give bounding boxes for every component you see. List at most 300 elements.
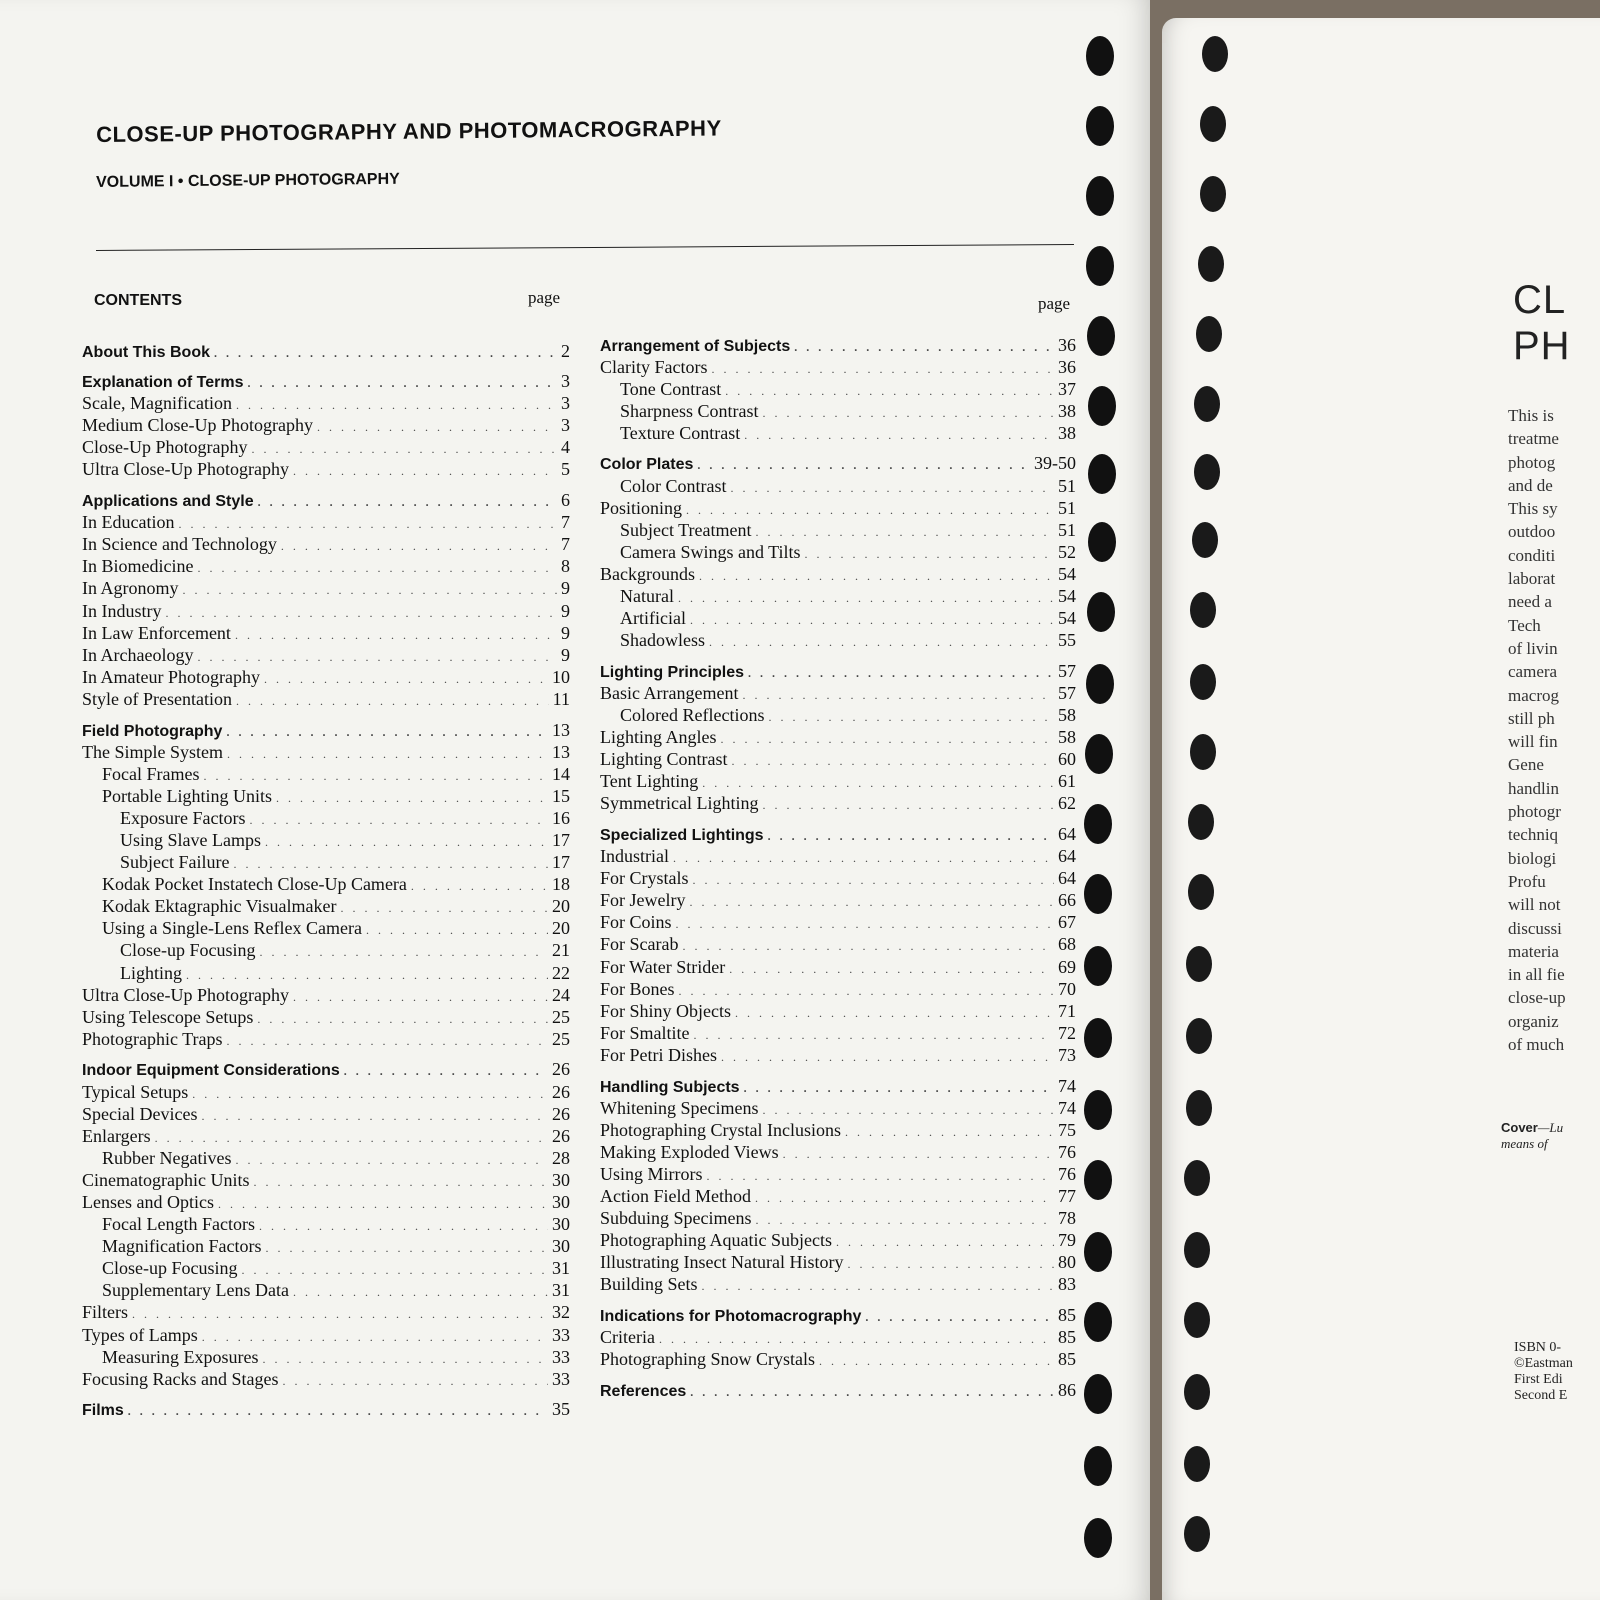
body-text-line: camera [1508,662,1558,682]
toc-entry-label: Subduing Specimens [600,1208,752,1229]
toc-entry-label: For Crystals [600,868,689,889]
body-text-line: biologi [1508,848,1557,868]
toc-entry [600,749,1076,771]
toc-entry-label: Clarity Factors [600,356,708,377]
toc-entry-label: Colored Reflections [620,705,765,725]
toc-entry-label: Lighting Principles [600,663,745,681]
toc-entry [600,979,1076,1001]
toc-entry [82,808,570,830]
toc-entry [600,401,1076,423]
toc-entry-page: 13 [552,719,570,740]
toc-entry-page: 25 [552,1028,570,1049]
dot-leader [227,1034,548,1049]
dot-leader [709,635,1054,650]
toc-entry-page: 17 [552,852,570,873]
dot-leader [689,895,1054,910]
toc-entry-page: 66 [1058,890,1076,911]
dot-leader [735,1006,1054,1021]
toc-entry [600,1349,1076,1371]
toc-entry [82,1082,570,1104]
dot-leader [731,481,1055,496]
body-text-line: Profu [1508,871,1546,891]
toc-section-heading [600,1305,1076,1327]
dot-leader [233,857,548,872]
toc-entry-page: 7 [561,534,570,555]
dot-leader [755,1191,1054,1206]
toc-entry-page: 25 [552,1006,570,1027]
dot-leader [155,1131,548,1146]
toc-section-heading [82,1399,570,1421]
toc-entry-label: Action Field Method [600,1185,751,1206]
toc-entry-label: Enlargers [82,1125,151,1146]
toc-entry-label: Using Slave Lamps [120,829,261,850]
isbn-line: ©Eastman [1514,1356,1573,1371]
dot-leader [721,1050,1054,1065]
toc-entry-page: 32 [552,1302,570,1323]
dot-leader [183,583,558,598]
toc-entry [82,1126,570,1148]
toc-entry-label: Criteria [600,1327,655,1348]
toc-entry-page: 15 [552,785,570,806]
dot-leader [132,1307,548,1322]
toc-entry [600,1252,1076,1274]
toc-entry-label: Focusing Racks and Stages [82,1368,279,1389]
toc-entry-page: 67 [1058,912,1076,933]
dot-leader [257,1012,548,1027]
toc-entry [82,534,570,556]
toc-entry [600,934,1076,956]
body-text-line: laborat [1508,569,1556,589]
toc-entry-page: 61 [1058,771,1076,792]
toc-entry-label: Portable Lighting Units [102,785,272,806]
toc-entry-label: In Education [82,512,175,533]
dot-leader [699,569,1054,584]
dot-leader [264,672,548,687]
toc-entry-label: Focal Length Factors [102,1214,255,1235]
toc-entry-label: Exposure Factors [120,807,246,828]
toc-entry-page: 30 [552,1214,570,1235]
right-page-title-line: CL [1513,278,1567,322]
toc-entry [600,1045,1076,1067]
toc-entry-page: 74 [1058,1097,1076,1118]
dot-leader [742,688,1054,703]
toc-entry-page: 38 [1058,422,1076,443]
toc-entry-label: Natural [620,586,674,607]
toc-section-heading [82,720,570,742]
toc-section-heading [600,824,1076,846]
toc-entry [82,1029,570,1051]
toc-entry [600,1120,1076,1142]
dot-leader [201,1109,548,1124]
isbn-line: ISBN 0- [1514,1340,1562,1355]
toc-entry-label: Industrial [600,846,669,867]
dot-leader [768,710,1054,725]
dot-leader [265,1241,548,1256]
dot-leader [341,901,548,916]
toc-entry [82,437,570,459]
dot-leader [253,1175,548,1190]
toc-entry [600,1142,1076,1164]
toc-entry-label: Close-up Focusing [102,1258,238,1279]
toc-entry-page: 20 [552,918,570,939]
toc-entry-page: 9 [561,600,570,621]
toc-entry-page: 76 [1058,1141,1076,1162]
toc-entry-page: 85 [1058,1327,1076,1348]
toc-entry-page: 26 [552,1081,570,1102]
toc-entry [600,1274,1076,1296]
toc-entry-label: Close-Up Photography [82,437,248,458]
toc-entry [82,874,570,896]
toc-entry-page: 54 [1058,608,1076,629]
toc-entry [600,1208,1076,1230]
body-text-line: Gene [1508,755,1544,775]
toc-entry-page: 28 [552,1147,570,1168]
dot-leader [690,613,1054,628]
toc-entry [82,963,570,985]
toc-entry-page: 70 [1058,978,1076,999]
dot-leader [236,398,557,413]
body-text-line: of much [1508,1035,1565,1055]
dot-leader [227,747,548,762]
toc-entry [82,1236,570,1258]
toc-entry-page: 51 [1058,497,1076,518]
toc-entry-label: In Law Enforcement [82,622,231,643]
toc-entry-page: 77 [1058,1185,1076,1206]
toc-section-heading [82,490,570,512]
toc-entry-label: For Coins [600,912,672,933]
toc-entry [82,578,570,600]
toc-entry-page: 14 [552,763,570,784]
toc-entry-label: Style of Presentation [82,688,232,709]
body-text-line: and de [1508,475,1553,495]
toc-entry-page: 58 [1058,705,1076,725]
toc-entry-label: Color Plates [600,456,694,474]
toc-entry-label: For Petri Dishes [600,1044,717,1065]
toc-entry-label: Photographing Aquatic Subjects [600,1230,832,1251]
toc-entry-label: Lenses and Optics [82,1191,214,1212]
toc-section-heading [600,1380,1076,1402]
dot-leader [729,962,1054,977]
dot-leader [265,835,548,850]
toc-section-heading [600,661,1076,683]
dot-leader [762,798,1054,813]
dot-leader [805,547,1054,562]
toc-entry-label: Positioning [600,497,683,518]
toc-entry-label: Rubber Negatives [102,1147,232,1168]
toc-entry [600,476,1076,498]
toc-entry-label: Sharpness Contrast [620,400,759,421]
toc-entry [82,512,570,534]
toc-entry-label: Basic Arrangement [600,682,739,703]
toc-entry-label: Lighting Contrast [600,749,728,770]
body-text-line: close-up [1508,988,1566,1008]
dot-leader [673,851,1054,866]
dot-leader [783,1147,1054,1162]
dot-leader [293,464,557,479]
body-text-line: still ph [1508,708,1555,728]
toc-entry [600,520,1076,542]
dot-leader [128,1404,548,1419]
toc-entry-page: 36 [1058,356,1076,377]
body-text-line: of livin [1508,638,1558,658]
dot-leader [236,694,549,709]
toc-entry [82,985,570,1007]
toc-entry-label: Arrangement of Subjects [600,337,791,355]
toc-entry [82,1258,570,1280]
toc-entry-page: 57 [1058,682,1076,703]
toc-entry [600,846,1076,868]
body-text-line: macrog [1508,685,1559,705]
dot-leader [258,495,557,510]
toc-section-heading [82,371,570,393]
toc-entry-label: Using Telescope Setups [82,1006,254,1027]
body-text-line: conditi [1508,545,1556,565]
isbn-block [1514,1340,1600,1404]
toc-entry-label: Filters [82,1302,129,1323]
toc-entry-label: For Water Strider [600,956,726,977]
toc-entry-page: 4 [561,437,570,458]
toc-entry [82,786,570,808]
dot-leader [276,791,548,806]
dot-leader [252,442,558,457]
toc-entry-label: Camera Swings and Tilts [620,541,801,562]
toc-entry-page: 74 [1058,1075,1076,1096]
toc-entry-page: 86 [1058,1379,1076,1400]
toc-entry [600,890,1076,912]
toc-entry-page: 21 [552,940,570,961]
dot-leader [242,1263,548,1278]
dot-leader [281,539,557,554]
toc-entry [600,1001,1076,1023]
toc-entry [82,1214,570,1236]
toc-entry-label: Typical Setups [82,1081,189,1102]
toc-entry [82,645,570,667]
toc-entry [82,1170,570,1192]
toc-entry-page: 52 [1058,541,1076,562]
dot-leader [865,1310,1054,1325]
toc-entry-page: 79 [1058,1230,1076,1251]
toc-entry-page: 83 [1058,1274,1076,1295]
toc-entry-label: Photographing Snow Crystals [600,1349,816,1370]
toc-entry-label: In Amateur Photography [82,666,260,687]
toc-entry-page: 11 [552,688,570,709]
dot-leader [768,829,1054,844]
toc-entry-page: 78 [1058,1208,1076,1229]
dot-leader [226,725,548,740]
toc-entry-page: 26 [552,1059,570,1080]
dot-leader [659,1332,1054,1347]
dot-leader [235,628,557,643]
dot-leader [202,1330,548,1345]
toc-entry-label: For Jewelry [600,890,686,911]
toc-entry [600,498,1076,520]
dot-leader [197,650,557,665]
body-text-line: need a [1508,592,1552,612]
toc-entry-label: In Archaeology [82,644,194,665]
toc-entry [82,940,570,962]
dot-leader [178,517,557,532]
toc-entry-label: Making Exploded Views [600,1141,779,1162]
toc-entry-label: Scale, Magnification [82,393,232,414]
toc-entry-label: Medium Close-Up Photography [82,415,313,436]
toc-entry-label: Indications for Photomacrography [600,1307,862,1325]
toc-entry-page: 5 [561,459,570,480]
toc-entry-label: Building Sets [600,1274,698,1295]
toc-entry-page: 85 [1058,1304,1076,1325]
toc-entry-label: For Smaltite [600,1022,690,1043]
toc-entry-label: Close-up Focusing [120,940,256,961]
dot-leader [794,340,1054,355]
toc-entry [82,459,570,481]
toc-entry-label: Texture Contrast [620,422,741,443]
dot-leader [721,732,1055,747]
body-text-line: handlin [1508,778,1559,798]
toc-entry-page: 51 [1058,519,1076,540]
toc-entry [82,1369,570,1391]
toc-entry [82,1280,570,1302]
toc-entry-page: 58 [1058,727,1076,748]
toc-entry-page: 9 [561,578,570,599]
dot-leader [836,1235,1054,1250]
toc-entry-page: 72 [1058,1022,1076,1043]
dot-leader [186,968,548,983]
toc-entry [600,727,1076,749]
dot-leader [214,346,557,361]
toc-entry [600,771,1076,793]
dot-leader [693,873,1054,888]
dot-leader [235,1153,548,1168]
toc-entry [600,683,1076,705]
toc-entry-label: About This Book [82,343,210,361]
dot-leader [192,1087,548,1102]
toc-entry [82,742,570,764]
toc-entry-label: Lighting [120,962,182,983]
toc-entry-page: 33 [552,1346,570,1367]
toc-entry [82,896,570,918]
toc-entry [600,630,1076,652]
toc-entry-page: 33 [552,1324,570,1345]
toc-entry-label: Shadowless [620,630,705,651]
toc-entry-label: Using Mirrors [600,1163,703,1184]
toc-entry-page: 17 [552,829,570,850]
body-text-line: outdoo [1508,522,1556,542]
dot-leader [259,1219,548,1234]
body-text-line: photogr [1508,802,1561,822]
isbn-line: First Edi [1514,1372,1563,1387]
dot-leader [679,984,1054,999]
toc-entry-page: 62 [1058,793,1076,814]
toc-entry-label: The Simple System [82,741,223,762]
toc-entry-label: Tone Contrast [620,378,722,399]
toc-entry-label: Magnification Factors [102,1236,262,1257]
contents-column-2 [600,326,1076,1402]
toc-entry-label: Backgrounds [600,563,695,584]
toc-entry-label: Cinematographic Units [82,1169,250,1190]
toc-entry [600,608,1076,630]
dot-leader [293,990,548,1005]
contents-heading: CONTENTS [94,292,182,309]
toc-entry-label: Kodak Pocket Instatech Close-Up Camera [102,874,407,895]
toc-entry-page: 54 [1058,586,1076,607]
toc-entry-page: 22 [552,962,570,983]
toc-section-heading [600,1076,1076,1098]
toc-section-heading [600,453,1076,475]
dot-leader [218,1197,548,1212]
toc-entry-label: For Bones [600,978,675,999]
toc-entry-page: 31 [552,1258,570,1279]
dot-leader [344,1064,548,1079]
dot-leader [702,776,1054,791]
dot-leader [248,376,557,391]
toc-entry-page: 36 [1058,334,1076,355]
body-text-line: This is [1508,406,1554,425]
dot-leader [847,1257,1054,1272]
body-text-line: photog [1508,452,1556,472]
toc-entry-label: Indoor Equipment Considerations [82,1062,340,1080]
dot-leader [366,923,548,938]
toc-entry-page: 30 [552,1236,570,1257]
toc-entry-page: 3 [561,415,570,436]
toc-entry-label: Ultra Close-Up Photography [82,984,289,1005]
toc-entry [82,1192,570,1214]
toc-entry-page: 30 [552,1169,570,1190]
toc-entry-label: Kodak Ektagraphic Visualmaker [102,896,337,917]
body-text-line: techniq [1508,825,1559,845]
toc-entry-label: Applications and Style [82,493,254,511]
toc-entry [600,957,1076,979]
toc-entry-page: 24 [552,984,570,1005]
cover-caption [1501,1120,1600,1152]
body-text-line: will fin [1508,732,1558,752]
toc-entry-page: 37 [1058,378,1076,399]
toc-entry-label: Using a Single-Lens Reflex Camera [102,918,362,939]
contents-column-1 [82,332,570,1421]
toc-entry-page: 73 [1058,1044,1076,1065]
toc-entry-page: 16 [552,807,570,828]
dot-leader [819,1354,1054,1369]
dot-leader [197,561,557,576]
isbn-line: Second E [1514,1388,1568,1403]
toc-entry-page: 26 [552,1125,570,1146]
toc-entry-page: 39-50 [1034,453,1076,474]
dot-leader [690,1385,1054,1400]
toc-entry [600,1098,1076,1120]
toc-entry [82,393,570,415]
toc-entry-label: Whitening Specimens [600,1097,759,1118]
right-page-body-text [1508,404,1600,1056]
dot-leader [260,945,548,960]
toc-entry [600,1230,1076,1252]
toc-entry-label: Measuring Exposures [102,1346,259,1367]
dot-leader [756,525,1055,540]
cover-caption-text: —Lu [1537,1120,1564,1135]
toc-section-heading [82,341,570,363]
toc-entry [82,601,570,623]
body-text-line: will not [1508,895,1561,915]
cover-label: Cover [1501,1120,1538,1135]
toc-entry-page: 55 [1058,630,1076,651]
toc-entry-page: 85 [1058,1349,1076,1370]
toc-entry-label: In Science and Technology [82,534,277,555]
toc-entry [82,667,570,689]
toc-entry-page: 2 [561,340,570,361]
header-rule [96,244,1074,251]
dot-leader [249,813,548,828]
toc-entry-label: Special Devices [82,1103,198,1124]
toc-entry-label: Field Photography [82,722,223,740]
body-text-line: Tech [1508,615,1541,635]
dot-leader [762,1103,1054,1118]
